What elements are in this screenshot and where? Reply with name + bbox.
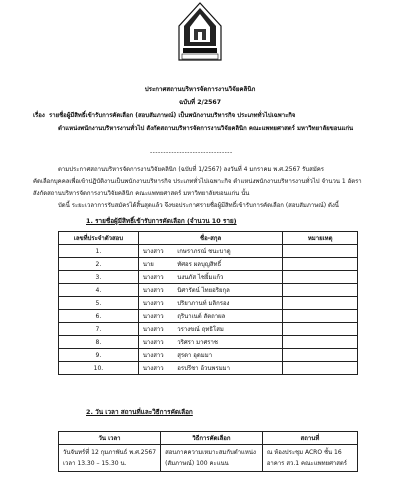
col-header-place: สถานที่ (262, 432, 357, 445)
row-no: 4. (59, 284, 139, 297)
row-remark (283, 271, 358, 284)
table-row (59, 323, 358, 336)
schedule-datetime (59, 445, 161, 472)
row-no: 9. (59, 349, 139, 362)
row-no: 7. (59, 323, 139, 336)
section1-title: 1. รายชื่อผู้มีสิทธิ์เข้ารับการคัดเลือก (จำนวน 10 ราย) (86, 217, 237, 225)
row-remark (283, 362, 358, 375)
schedule-place (262, 445, 357, 472)
row-name: ปริยาภานท์ มลิกรอง (173, 297, 283, 310)
row-title: นางสาว (138, 323, 173, 336)
row-remark (283, 245, 358, 258)
row-title: นางสาว (138, 284, 173, 297)
row-no: 6. (59, 310, 139, 323)
section2-title: 2. วัน เวลา สถานที่และวิธีการคัดเลือก (86, 408, 193, 416)
row-no: 5. (59, 297, 139, 310)
subject-prefix: เรื่อง (33, 112, 45, 119)
row-title: นางสาว (138, 362, 173, 375)
table-row (59, 297, 358, 310)
table-row (59, 271, 358, 284)
col-header-method: วิธีการคัดเลือก (161, 432, 263, 445)
schedule-table (58, 431, 358, 472)
table-header-row (59, 432, 358, 445)
row-title: นางสาว (138, 310, 173, 323)
row-name: เกษราภรณ์ ชนะบาดู (173, 245, 283, 258)
row-title: นางสาว (138, 245, 173, 258)
row-name: นงนภัส ไชยิ้มแก้ว (173, 271, 283, 284)
table-row (59, 310, 358, 323)
body-para1-line2: คัดเลือกบุคคลเพื่อเข้าปฏิบัติงานเป็นพนักงานบริหารกิจ ประเภททั่วไปเฉพาะกิจ ตำแหน่งพนักงานบริหารงานทั่วไป จำนวน 1 อัตรา (33, 178, 362, 185)
table-row (59, 362, 358, 375)
subject-line-2: ตำแหน่งพนักงานบริหารงานทั่วไป สังกัดสถานบริหารจัดการงานวิจัยคลินิก คณะแพทยศาสตร์ มหาวิทยาลัยขอนแก่น (58, 125, 354, 132)
row-remark (283, 297, 358, 310)
body-para1-line3: สังกัดสถานบริหารจัดการงานวิจัยคลินิก คณะแพทยศาสตร์ มหาวิทยาลัยขอนแก่น นั้น (33, 190, 250, 197)
table-header-row (59, 232, 358, 245)
body-para1-line1: ตามประกาศสถานบริหารจัดการงานวิจัยคลินิก (ฉบับที่ 1/2567) ลงวันที่ 4 มกราคม พ.ศ.2567 รับสมัคร (58, 166, 325, 173)
row-remark (283, 258, 358, 271)
row-remark (283, 310, 358, 323)
row-no: 10. (59, 362, 139, 375)
col-header-remark: หมายเหตุ (283, 232, 358, 245)
table-row (59, 245, 358, 258)
row-title: นางสาว (138, 297, 173, 310)
table-row (59, 258, 358, 271)
row-name: ทัศอร ผลบุญสิทธิ์ (173, 258, 283, 271)
col-header-datetime: วัน เวลา (59, 432, 161, 445)
row-name: ฤรินาเนต์ สัตถาผล (173, 310, 283, 323)
row-remark (283, 323, 358, 336)
col-header-exam-id: เลขที่ประจำตัวสอบ (59, 232, 139, 245)
row-title: นางสาว (138, 271, 173, 284)
row-title: นางสาว (138, 336, 173, 349)
method-line-2: (สัมภาษณ์) 100 คะแนน (165, 460, 229, 467)
announcement-issue: ฉบับที่ 2/2567 (178, 99, 222, 106)
schedule-date: วันจันทร์ที่ 12 กุมภาพันธ์ พ.ศ.2567 (63, 449, 157, 456)
row-name: นิศารัตน์ ไทยอริยกุล (173, 284, 283, 297)
schedule-time: เวลา 13.30 – 15.30 น. (63, 460, 127, 467)
row-remark (283, 284, 358, 297)
table-row (59, 284, 358, 297)
row-no: 2. (59, 258, 139, 271)
row-title: นางสาว (138, 349, 173, 362)
candidates-table (58, 231, 358, 375)
row-name: อรปรีชา อ้วนพรมมา (173, 362, 283, 375)
row-name: สุรดา อุดมมา (173, 349, 283, 362)
row-no: 1. (59, 245, 139, 258)
table-row (59, 336, 358, 349)
body-para2: บัดนี้ ระยะเวลาการรับสมัครได้สิ้นสุดแล้ว จึงขอประกาศรายชื่อผู้มีสิทธิ์เข้ารับการคัดเลือก (สอบสัมภาษณ์) ดังนี้ (58, 202, 339, 209)
col-header-name: ชื่อ-สกุล (138, 232, 283, 245)
university-logo (177, 2, 223, 62)
place-line-1: ณ ห้องประชุม ACRO ชั้น 16 (266, 449, 342, 456)
place-line-2: อาคาร สว.1 คณะแพทยศาสตร์ (266, 460, 348, 467)
table-row (59, 445, 358, 472)
row-no: 8. (59, 336, 139, 349)
header-divider: ------------------------------- (150, 149, 233, 156)
row-remark (283, 336, 358, 349)
announcement-org: ประกาศสถานบริหารจัดการงานวิจัยคลินิก (144, 86, 256, 93)
subject-line-1 (33, 110, 295, 120)
row-title: นาย (138, 258, 173, 271)
row-no: 3. (59, 271, 139, 284)
row-remark (283, 349, 358, 362)
schedule-method (161, 445, 263, 472)
row-name: วริศรา มาศราช (173, 336, 283, 349)
row-name: วรางขณ์ ฤทธิโสม (173, 323, 283, 336)
method-line-1: สอบภาคความเหมาะสมกับตำแหน่ง (165, 449, 256, 456)
table-row (59, 349, 358, 362)
subject-text-1: รายชื่อผู้มีสิทธิ์เข้ารับการคัดเลือก (สอบสัมภาษณ์) เป็นพนักงานบริหารกิจ ประเภททั่วไปเฉพาะกิจ (49, 112, 296, 119)
